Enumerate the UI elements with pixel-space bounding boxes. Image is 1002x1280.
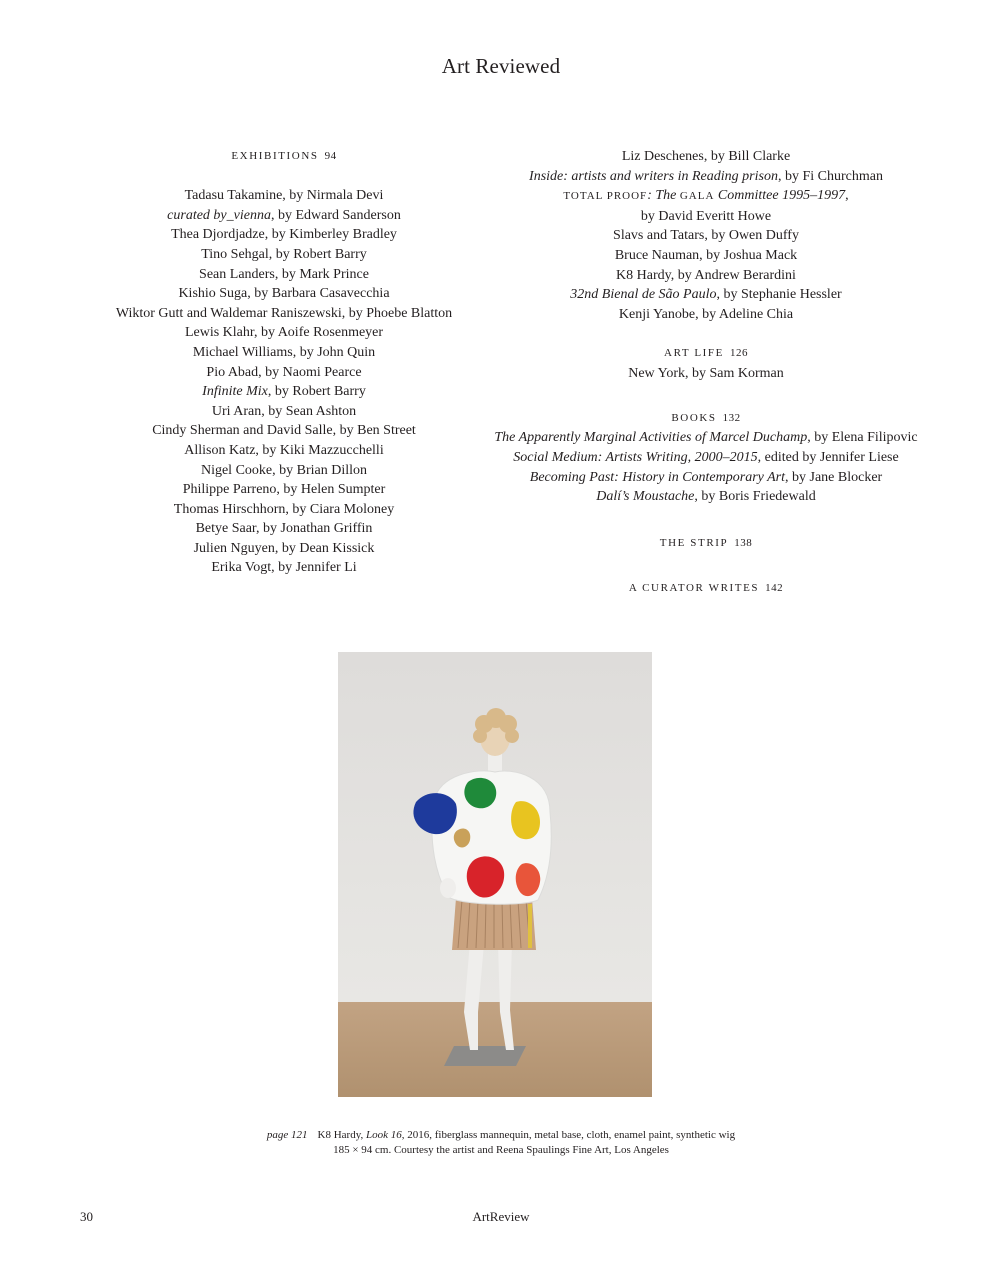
list-item: Nigel Cooke, by Brian Dillon (200, 462, 368, 478)
list-item: TOTAL PROOF: The GALA Committee 1995–1997, (563, 188, 849, 204)
list-item: Allison Katz, by Kiki Mazzucchelli (184, 442, 384, 458)
section-page: 138 (734, 537, 753, 550)
list-item: Liz Deschenes, by Bill Clarke (621, 149, 791, 164)
section-page: 94 (324, 150, 337, 162)
caption-page-label: page 121 (266, 1129, 308, 1141)
page-number: 30 (80, 1209, 93, 1224)
list-item: Pio Abad, by Naomi Pearce (206, 364, 362, 380)
italic-title: 32nd Bienal de São Paulo (570, 287, 717, 303)
section-heading-books (490, 409, 922, 429)
italic-title: Social Medium: Artists Writing, 2000–2015 (513, 449, 758, 465)
list-item: Tadasu Takamine, by Nirmala Devi (184, 188, 384, 204)
list-item: Tino Sehgal, by Robert Barry (201, 246, 367, 262)
list-item: Inside: artists and writers in Reading prison, by Fi Churchman (529, 168, 883, 184)
list-item: Becoming Past: History in Contemporary Art, by Jane Blocker (529, 469, 883, 485)
caption-line-1: page 121 K8 Hardy, Look 16, 2016, fiberglass mannequin, metal base, cloth, enamel paint, synthetic wig (266, 1129, 736, 1141)
italic-title: TOTAL PROOF: The GALA Committee 1995–1997 (563, 188, 846, 204)
section-label: ART LIFE (664, 346, 724, 359)
list-item: Dalí’s Moustache, by Boris Friedewald (596, 489, 816, 505)
section-heading-exhibitions (84, 147, 484, 167)
italic-title: The Apparently Marginal Activities of Marcel Duchamp (494, 430, 808, 446)
section-page: 126 (729, 346, 748, 359)
list-item: Lewis Klahr, by Aoife Rosenmeyer (184, 325, 384, 341)
list-item: Julien Nguyen, by Dean Kissick (193, 540, 375, 556)
list-item: Bruce Nauman, by Joshua Mack (614, 247, 798, 263)
list-item: Infinite Mix, by Robert Barry (202, 384, 366, 400)
list-item: Wiktor Gutt and Waldemar Raniszewski, by Phoebe Blatton (115, 305, 453, 321)
list-item: Sean Landers, by Mark Prince (199, 266, 369, 282)
list-item: Kenji Yanobe, by Adeline Chia (618, 306, 794, 322)
section-label: BOOKS (671, 411, 717, 424)
list-item: Social Medium: Artists Writing, 2000–2015, edited by Jennifer Liese (513, 449, 899, 465)
list-item: K8 Hardy, by Andrew Berardini (616, 267, 796, 283)
mannequin-illustration (338, 652, 652, 1097)
section-heading-curator-writes (490, 579, 922, 599)
list-item: Michael Williams, by John Quin (192, 344, 376, 360)
section-label: A CURATOR WRITES (628, 582, 760, 595)
magazine-name: ArtReview (472, 1209, 530, 1224)
artwork-photo (338, 652, 652, 1097)
section-heading-the-strip (490, 534, 922, 554)
list-item: Slavs and Tatars, by Owen Duffy (613, 228, 799, 244)
photo-caption (0, 1128, 1002, 1158)
page-title: Art Reviewed (441, 54, 561, 78)
list-item: Cindy Sherman and David Salle, by Ben Street (152, 423, 416, 439)
italic-title: Becoming Past: History in Contemporary Art (529, 469, 786, 485)
italic-title: Dalí’s Moustache (596, 489, 695, 505)
section-label: THE STRIP (659, 537, 729, 550)
section-label: EXHIBITIONS (231, 150, 319, 162)
list-item: Erika Vogt, by Jennifer Li (211, 560, 357, 576)
caption-line-2: 185 × 94 cm. Courtesy the artist and Reena Spaulings Fine Art, Los Angeles (333, 1144, 669, 1156)
list-item: Thomas Hirschhorn, by Ciara Moloney (173, 501, 395, 517)
section-heading-art-life (490, 344, 922, 364)
list-item: 32nd Bienal de São Paulo, by Stephanie Hessler (570, 287, 842, 303)
list-item: Betye Saar, by Jonathan Griffin (195, 521, 373, 537)
list-item: Philippe Parreno, by Helen Sumpter (182, 482, 386, 498)
list-item: New York, by Sam Korman (628, 365, 784, 381)
italic-title: curated by_vienna (167, 207, 271, 223)
list-item: The Apparently Marginal Activities of Marcel Duchamp, by Elena Filipovic (494, 430, 918, 446)
section-page: 142 (765, 582, 784, 595)
list-item: Thea Djordjadze, by Kimberley Bradley (171, 227, 397, 243)
italic-title: Inside: artists and writers in Reading prison (529, 168, 778, 184)
section-page: 132 (722, 411, 741, 424)
list-item: curated by_vienna, by Edward Sanderson (167, 207, 401, 223)
right-column (490, 147, 922, 599)
italic-title: Infinite Mix (202, 384, 268, 400)
list-item: Uri Aran, by Sean Ashton (211, 403, 357, 419)
list-item: by David Everitt Howe (640, 208, 772, 224)
left-column (84, 147, 484, 578)
list-item: Kishio Suga, by Barbara Casavecchia (178, 286, 390, 302)
